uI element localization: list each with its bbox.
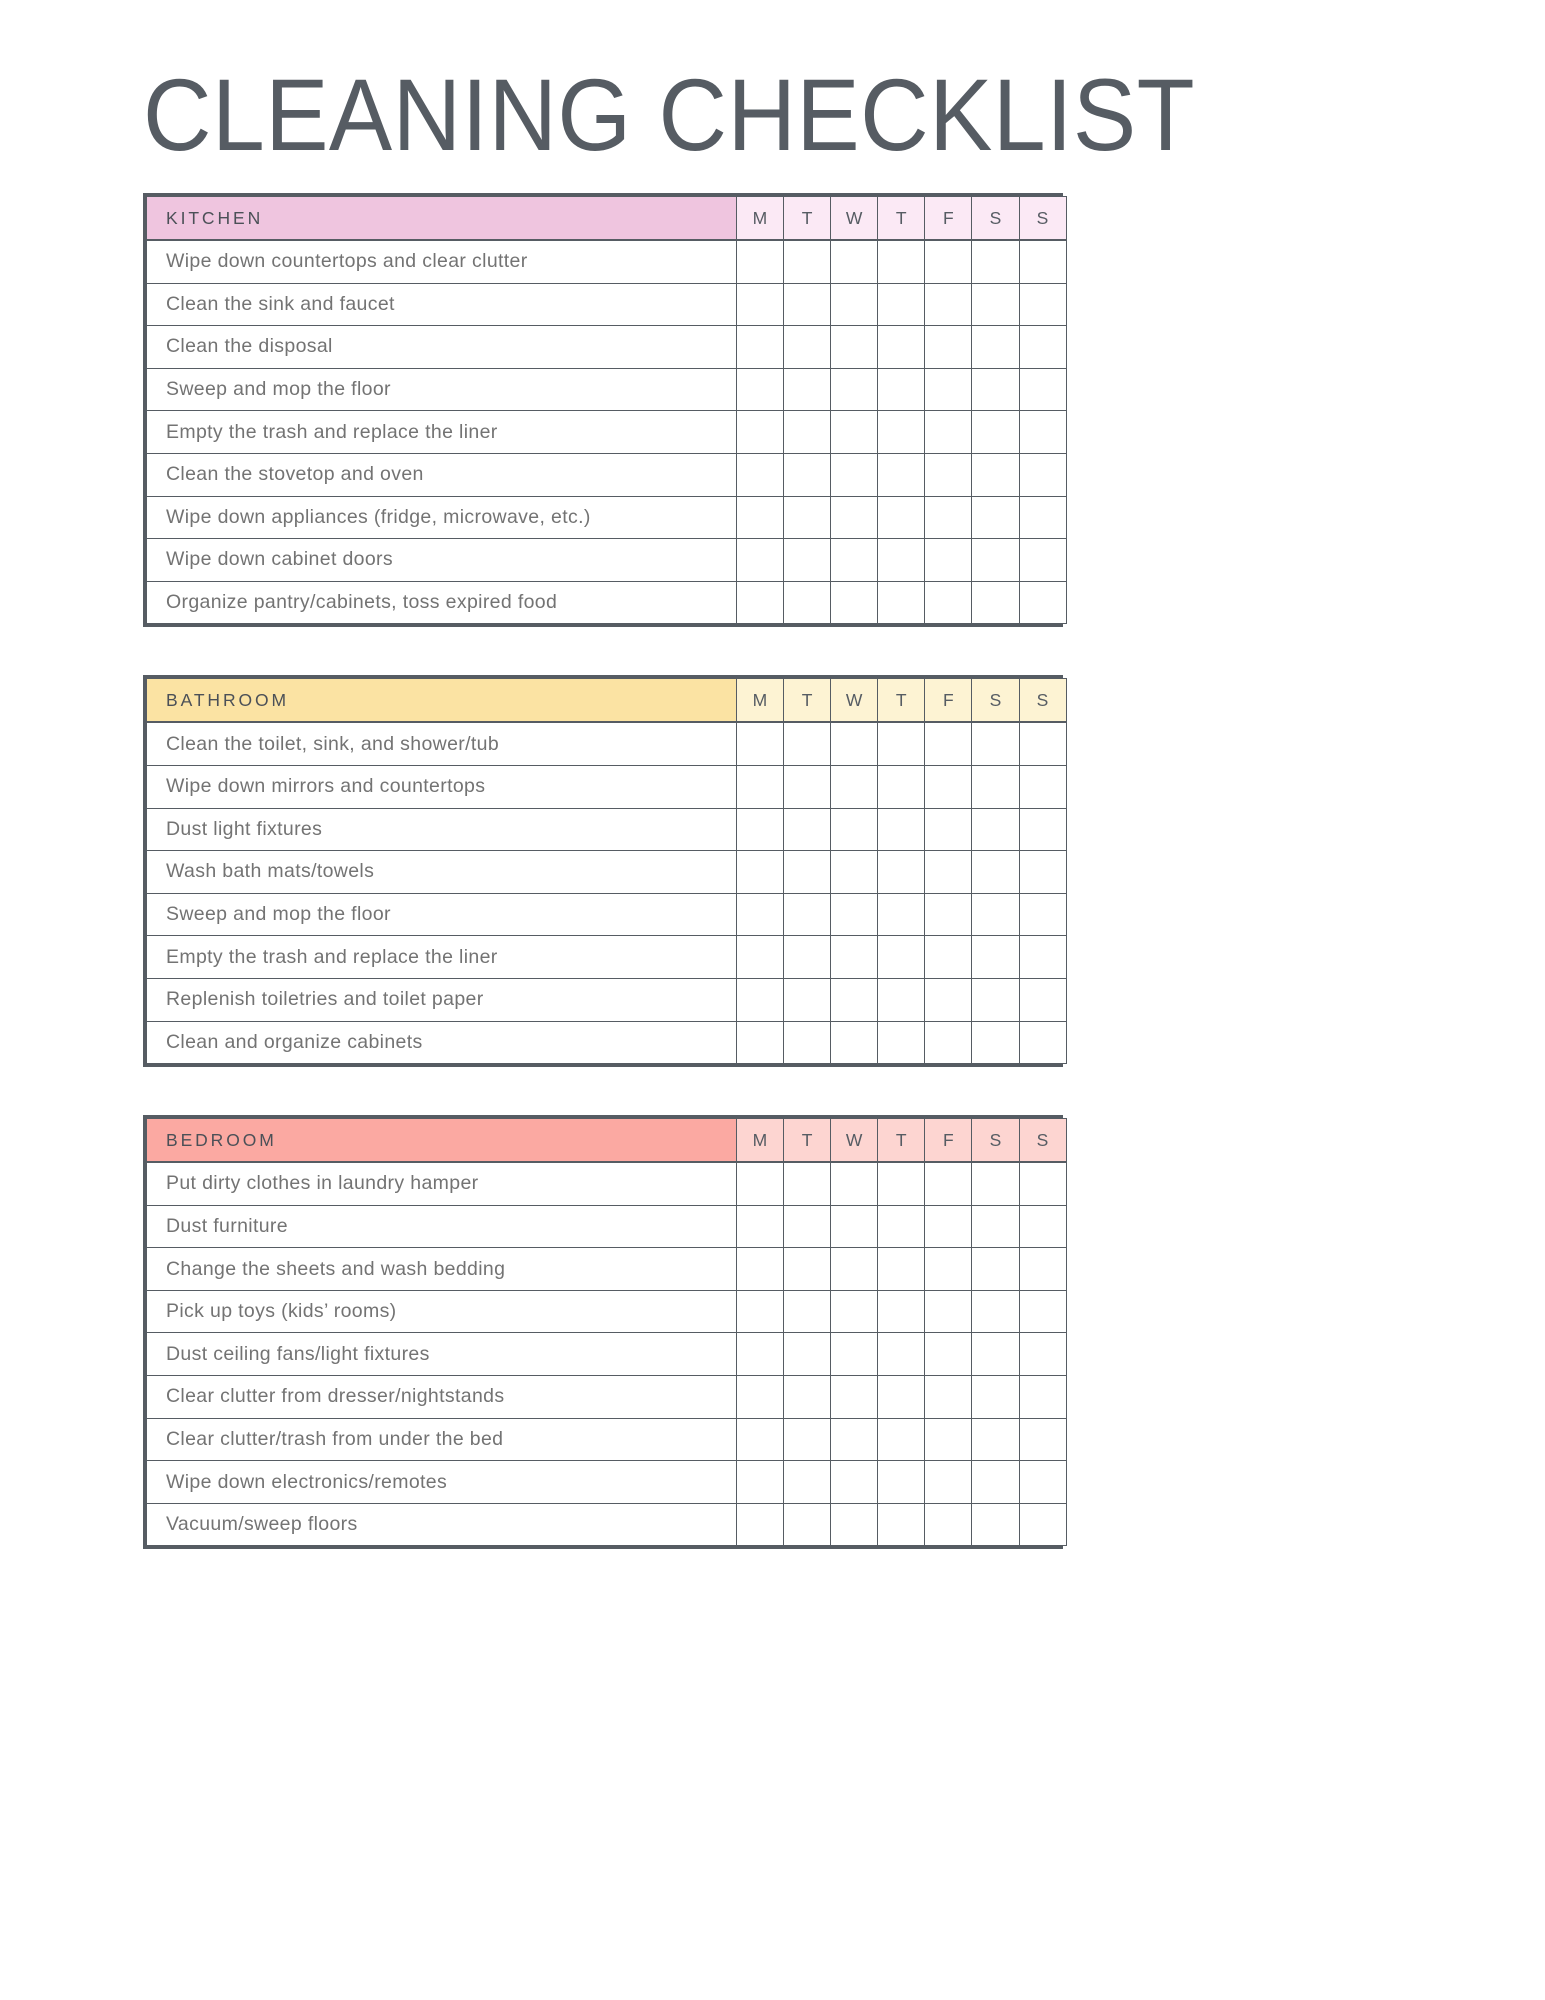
checkbox-cell-2[interactable]	[831, 1162, 878, 1205]
checkbox-cell-3[interactable]	[878, 1205, 925, 1248]
checkbox-cell-1[interactable]	[784, 1333, 831, 1376]
task-row	[147, 368, 1067, 411]
checkbox-cell-3[interactable]	[878, 581, 925, 624]
task-row	[147, 1333, 1067, 1376]
checkbox-cell-6[interactable]	[1019, 1418, 1066, 1461]
day-header-0: M	[737, 1119, 784, 1163]
checkbox-cell-5[interactable]	[972, 496, 1019, 539]
checkbox-cell-0[interactable]	[737, 539, 784, 582]
task-label: Clean the sink and faucet	[147, 283, 737, 326]
checkbox-cell-4[interactable]	[925, 240, 972, 283]
section-header-row	[147, 1119, 1067, 1163]
checkbox-cell-1[interactable]	[784, 936, 831, 979]
task-label: Pick up toys (kids’ rooms)	[147, 1290, 737, 1333]
checkbox-cell-1[interactable]	[784, 722, 831, 765]
task-row	[147, 1290, 1067, 1333]
checkbox-cell-5[interactable]	[972, 1418, 1019, 1461]
day-header-4: F	[925, 679, 972, 723]
task-row	[147, 1376, 1067, 1419]
checkbox-cell-1[interactable]	[784, 539, 831, 582]
checkbox-cell-2[interactable]	[831, 283, 878, 326]
day-header-2: W	[831, 679, 878, 723]
checkbox-cell-0[interactable]	[737, 1418, 784, 1461]
checkbox-cell-1[interactable]	[784, 893, 831, 936]
checkbox-cell-3[interactable]	[878, 539, 925, 582]
checkbox-cell-6[interactable]	[1019, 411, 1066, 454]
checkbox-cell-1[interactable]	[784, 453, 831, 496]
checkbox-cell-4[interactable]	[925, 411, 972, 454]
day-header-3: T	[878, 679, 925, 723]
checkbox-cell-5[interactable]	[972, 851, 1019, 894]
task-row	[147, 581, 1067, 624]
task-label: Clean the stovetop and oven	[147, 453, 737, 496]
task-label: Wipe down mirrors and countertops	[147, 765, 737, 808]
task-label: Replenish toiletries and toilet paper	[147, 978, 737, 1021]
day-header-1: T	[784, 679, 831, 723]
checkbox-cell-3[interactable]	[878, 808, 925, 851]
checkbox-cell-3[interactable]	[878, 1418, 925, 1461]
checkbox-cell-1[interactable]	[784, 1162, 831, 1205]
checkbox-cell-6[interactable]	[1019, 1503, 1066, 1546]
task-row	[147, 1205, 1067, 1248]
day-header-5: S	[972, 1119, 1019, 1163]
checkbox-cell-2[interactable]	[831, 722, 878, 765]
checkbox-cell-4[interactable]	[925, 893, 972, 936]
checkbox-cell-4[interactable]	[925, 283, 972, 326]
checkbox-cell-5[interactable]	[972, 326, 1019, 369]
checkbox-cell-3[interactable]	[878, 936, 925, 979]
checkbox-cell-5[interactable]	[972, 283, 1019, 326]
checkbox-cell-6[interactable]	[1019, 1461, 1066, 1504]
checkbox-cell-1[interactable]	[784, 1290, 831, 1333]
checkbox-cell-0[interactable]	[737, 808, 784, 851]
checkbox-cell-4[interactable]	[925, 1290, 972, 1333]
checkbox-cell-5[interactable]	[972, 936, 1019, 979]
task-label: Sweep and mop the floor	[147, 893, 737, 936]
day-header-3: T	[878, 197, 925, 241]
checkbox-cell-6[interactable]	[1019, 936, 1066, 979]
task-label: Wash bath mats/towels	[147, 851, 737, 894]
checkbox-cell-3[interactable]	[878, 1021, 925, 1064]
checkbox-cell-3[interactable]	[878, 496, 925, 539]
task-row	[147, 1418, 1067, 1461]
checkbox-cell-0[interactable]	[737, 1333, 784, 1376]
checkbox-cell-2[interactable]	[831, 936, 878, 979]
checkbox-cell-0[interactable]	[737, 453, 784, 496]
task-label: Organize pantry/cabinets, toss expired food	[147, 581, 737, 624]
checkbox-cell-3[interactable]	[878, 1503, 925, 1546]
checkbox-cell-4[interactable]	[925, 326, 972, 369]
checkbox-cell-2[interactable]	[831, 1248, 878, 1291]
checkbox-cell-5[interactable]	[972, 978, 1019, 1021]
checkbox-cell-1[interactable]	[784, 411, 831, 454]
checkbox-cell-2[interactable]	[831, 1461, 878, 1504]
checkbox-cell-3[interactable]	[878, 978, 925, 1021]
task-label: Wipe down cabinet doors	[147, 539, 737, 582]
checkbox-cell-0[interactable]	[737, 283, 784, 326]
checkbox-cell-1[interactable]	[784, 851, 831, 894]
checkbox-cell-1[interactable]	[784, 283, 831, 326]
checkbox-cell-6[interactable]	[1019, 851, 1066, 894]
task-row	[147, 978, 1067, 1021]
checkbox-cell-2[interactable]	[831, 411, 878, 454]
checkbox-cell-0[interactable]	[737, 368, 784, 411]
checkbox-cell-6[interactable]	[1019, 1021, 1066, 1064]
task-row	[147, 1248, 1067, 1291]
checkbox-cell-4[interactable]	[925, 851, 972, 894]
checkbox-cell-6[interactable]	[1019, 496, 1066, 539]
task-row	[147, 808, 1067, 851]
checkbox-cell-4[interactable]	[925, 1418, 972, 1461]
checkbox-cell-0[interactable]	[737, 1461, 784, 1504]
checkbox-cell-3[interactable]	[878, 893, 925, 936]
checkbox-cell-6[interactable]	[1019, 765, 1066, 808]
checkbox-cell-3[interactable]	[878, 1248, 925, 1291]
checkbox-cell-5[interactable]	[972, 539, 1019, 582]
checkbox-cell-5[interactable]	[972, 1503, 1019, 1546]
task-label: Change the sheets and wash bedding	[147, 1248, 737, 1291]
checkbox-cell-2[interactable]	[831, 368, 878, 411]
page-title: CLEANING CHECKLIST	[143, 58, 1196, 172]
checkbox-cell-2[interactable]	[831, 453, 878, 496]
day-header-0: M	[737, 679, 784, 723]
checkbox-cell-4[interactable]	[925, 978, 972, 1021]
task-label: Empty the trash and replace the liner	[147, 936, 737, 979]
checkbox-cell-4[interactable]	[925, 581, 972, 624]
day-header-6: S	[1019, 1119, 1066, 1163]
checkbox-cell-3[interactable]	[878, 1162, 925, 1205]
section-bedroom	[143, 1115, 1063, 1549]
checkbox-cell-2[interactable]	[831, 326, 878, 369]
checkbox-cell-5[interactable]	[972, 1290, 1019, 1333]
checkbox-cell-1[interactable]	[784, 978, 831, 1021]
checkbox-cell-4[interactable]	[925, 936, 972, 979]
checkbox-cell-3[interactable]	[878, 1461, 925, 1504]
checkbox-cell-2[interactable]	[831, 581, 878, 624]
checkbox-cell-2[interactable]	[831, 1503, 878, 1546]
checkbox-cell-6[interactable]	[1019, 893, 1066, 936]
checkbox-cell-6[interactable]	[1019, 978, 1066, 1021]
day-header-3: T	[878, 1119, 925, 1163]
checkbox-cell-0[interactable]	[737, 1205, 784, 1248]
day-header-2: W	[831, 1119, 878, 1163]
task-row	[147, 240, 1067, 283]
checkbox-cell-5[interactable]	[972, 1376, 1019, 1419]
checkbox-cell-4[interactable]	[925, 453, 972, 496]
section-title-bathroom: BATHROOM	[147, 679, 737, 723]
checkbox-cell-2[interactable]	[831, 808, 878, 851]
checkbox-cell-4[interactable]	[925, 1205, 972, 1248]
checkbox-cell-4[interactable]	[925, 368, 972, 411]
task-label: Sweep and mop the floor	[147, 368, 737, 411]
day-header-0: M	[737, 197, 784, 241]
task-label: Clean and organize cabinets	[147, 1021, 737, 1064]
checkbox-cell-1[interactable]	[784, 368, 831, 411]
task-row	[147, 893, 1067, 936]
checkbox-cell-3[interactable]	[878, 722, 925, 765]
checkbox-cell-0[interactable]	[737, 1290, 784, 1333]
checkbox-cell-5[interactable]	[972, 1162, 1019, 1205]
checkbox-cell-4[interactable]	[925, 1376, 972, 1419]
checkbox-cell-0[interactable]	[737, 851, 784, 894]
checkbox-cell-5[interactable]	[972, 1205, 1019, 1248]
checkbox-cell-6[interactable]	[1019, 240, 1066, 283]
checkbox-cell-1[interactable]	[784, 1021, 831, 1064]
checkbox-cell-1[interactable]	[784, 1376, 831, 1419]
checklist-sections	[143, 193, 1063, 1549]
day-header-6: S	[1019, 197, 1066, 241]
checkbox-cell-4[interactable]	[925, 1162, 972, 1205]
checkbox-cell-1[interactable]	[784, 808, 831, 851]
checkbox-cell-3[interactable]	[878, 240, 925, 283]
task-label: Dust light fixtures	[147, 808, 737, 851]
section-header-row	[147, 197, 1067, 241]
task-row	[147, 1021, 1067, 1064]
checkbox-cell-2[interactable]	[831, 1021, 878, 1064]
checkbox-cell-5[interactable]	[972, 1248, 1019, 1291]
task-row	[147, 496, 1067, 539]
task-label: Wipe down appliances (fridge, microwave, etc.)	[147, 496, 737, 539]
checkbox-cell-3[interactable]	[878, 411, 925, 454]
checkbox-cell-4[interactable]	[925, 1248, 972, 1291]
checkbox-cell-2[interactable]	[831, 496, 878, 539]
task-row	[147, 326, 1067, 369]
checkbox-cell-5[interactable]	[972, 240, 1019, 283]
checkbox-cell-4[interactable]	[925, 496, 972, 539]
checkbox-cell-1[interactable]	[784, 1418, 831, 1461]
checkbox-cell-0[interactable]	[737, 722, 784, 765]
checkbox-cell-6[interactable]	[1019, 368, 1066, 411]
task-label: Clear clutter from dresser/nightstands	[147, 1376, 737, 1419]
checkbox-cell-2[interactable]	[831, 1290, 878, 1333]
task-label: Clean the disposal	[147, 326, 737, 369]
checkbox-cell-4[interactable]	[925, 1021, 972, 1064]
checkbox-cell-2[interactable]	[831, 893, 878, 936]
checkbox-cell-1[interactable]	[784, 1205, 831, 1248]
task-label: Dust ceiling fans/light fixtures	[147, 1333, 737, 1376]
task-label: Clear clutter/trash from under the bed	[147, 1418, 737, 1461]
checkbox-cell-5[interactable]	[972, 893, 1019, 936]
checkbox-cell-1[interactable]	[784, 765, 831, 808]
task-row	[147, 411, 1067, 454]
checkbox-cell-3[interactable]	[878, 1376, 925, 1419]
task-label: Clean the toilet, sink, and shower/tub	[147, 722, 737, 765]
checkbox-cell-5[interactable]	[972, 1333, 1019, 1376]
checkbox-cell-6[interactable]	[1019, 808, 1066, 851]
checkbox-cell-0[interactable]	[737, 411, 784, 454]
checkbox-cell-3[interactable]	[878, 765, 925, 808]
task-row	[147, 722, 1067, 765]
checkbox-cell-2[interactable]	[831, 1418, 878, 1461]
checkbox-cell-0[interactable]	[737, 936, 784, 979]
checkbox-cell-0[interactable]	[737, 893, 784, 936]
checkbox-cell-2[interactable]	[831, 1205, 878, 1248]
checkbox-cell-3[interactable]	[878, 453, 925, 496]
section-bathroom	[143, 675, 1063, 1067]
day-header-5: S	[972, 679, 1019, 723]
day-header-4: F	[925, 197, 972, 241]
checkbox-cell-6[interactable]	[1019, 1376, 1066, 1419]
section-kitchen	[143, 193, 1063, 627]
checkbox-cell-6[interactable]	[1019, 1333, 1066, 1376]
day-header-5: S	[972, 197, 1019, 241]
day-header-4: F	[925, 1119, 972, 1163]
checkbox-cell-4[interactable]	[925, 1503, 972, 1546]
task-row	[147, 283, 1067, 326]
checkbox-cell-5[interactable]	[972, 722, 1019, 765]
checkbox-cell-3[interactable]	[878, 1333, 925, 1376]
checkbox-cell-2[interactable]	[831, 1376, 878, 1419]
task-row	[147, 765, 1067, 808]
task-label: Wipe down countertops and clear clutter	[147, 240, 737, 283]
checkbox-cell-0[interactable]	[737, 240, 784, 283]
checkbox-cell-4[interactable]	[925, 765, 972, 808]
task-row	[147, 1503, 1067, 1546]
task-label: Vacuum/sweep floors	[147, 1503, 737, 1546]
task-row	[147, 1162, 1067, 1205]
checkbox-cell-6[interactable]	[1019, 1205, 1066, 1248]
checkbox-cell-2[interactable]	[831, 1333, 878, 1376]
checkbox-cell-4[interactable]	[925, 539, 972, 582]
checkbox-cell-4[interactable]	[925, 1333, 972, 1376]
checkbox-cell-1[interactable]	[784, 1248, 831, 1291]
checkbox-cell-2[interactable]	[831, 978, 878, 1021]
checkbox-cell-5[interactable]	[972, 808, 1019, 851]
day-header-2: W	[831, 197, 878, 241]
task-label: Wipe down electronics/remotes	[147, 1461, 737, 1504]
checkbox-cell-4[interactable]	[925, 808, 972, 851]
day-header-6: S	[1019, 679, 1066, 723]
task-row	[147, 1461, 1067, 1504]
checkbox-cell-0[interactable]	[737, 765, 784, 808]
checkbox-cell-5[interactable]	[972, 581, 1019, 624]
checklist-table-bathroom	[146, 678, 1067, 1064]
checkbox-cell-4[interactable]	[925, 1461, 972, 1504]
checkbox-cell-2[interactable]	[831, 240, 878, 283]
checklist-table-kitchen	[146, 196, 1067, 624]
checkbox-cell-1[interactable]	[784, 240, 831, 283]
checkbox-cell-1[interactable]	[784, 581, 831, 624]
checkbox-cell-1[interactable]	[784, 1461, 831, 1504]
section-title-kitchen: KITCHEN	[147, 197, 737, 241]
day-header-1: T	[784, 1119, 831, 1163]
checkbox-cell-0[interactable]	[737, 978, 784, 1021]
checkbox-cell-3[interactable]	[878, 368, 925, 411]
task-label: Empty the trash and replace the liner	[147, 411, 737, 454]
checkbox-cell-6[interactable]	[1019, 581, 1066, 624]
checkbox-cell-6[interactable]	[1019, 1248, 1066, 1291]
checkbox-cell-5[interactable]	[972, 1021, 1019, 1064]
checkbox-cell-0[interactable]	[737, 326, 784, 369]
checkbox-cell-2[interactable]	[831, 851, 878, 894]
section-title-bedroom: BEDROOM	[147, 1119, 737, 1163]
task-row	[147, 936, 1067, 979]
checkbox-cell-4[interactable]	[925, 722, 972, 765]
checkbox-cell-1[interactable]	[784, 496, 831, 539]
checkbox-cell-5[interactable]	[972, 1461, 1019, 1504]
checkbox-cell-1[interactable]	[784, 326, 831, 369]
checkbox-cell-0[interactable]	[737, 496, 784, 539]
checkbox-cell-6[interactable]	[1019, 1162, 1066, 1205]
checkbox-cell-0[interactable]	[737, 1248, 784, 1291]
checkbox-cell-3[interactable]	[878, 1290, 925, 1333]
checkbox-cell-0[interactable]	[737, 1376, 784, 1419]
checkbox-cell-6[interactable]	[1019, 283, 1066, 326]
task-label: Put dirty clothes in laundry hamper	[147, 1162, 737, 1205]
checkbox-cell-0[interactable]	[737, 1503, 784, 1546]
checkbox-cell-0[interactable]	[737, 581, 784, 624]
checkbox-cell-5[interactable]	[972, 765, 1019, 808]
task-label: Dust furniture	[147, 1205, 737, 1248]
checkbox-cell-5[interactable]	[972, 411, 1019, 454]
task-row	[147, 539, 1067, 582]
task-row	[147, 453, 1067, 496]
checkbox-cell-0[interactable]	[737, 1021, 784, 1064]
checkbox-cell-6[interactable]	[1019, 1290, 1066, 1333]
checkbox-cell-3[interactable]	[878, 283, 925, 326]
task-row	[147, 851, 1067, 894]
checkbox-cell-2[interactable]	[831, 765, 878, 808]
checkbox-cell-5[interactable]	[972, 453, 1019, 496]
checkbox-cell-0[interactable]	[737, 1162, 784, 1205]
checkbox-cell-3[interactable]	[878, 851, 925, 894]
checkbox-cell-6[interactable]	[1019, 326, 1066, 369]
checkbox-cell-6[interactable]	[1019, 453, 1066, 496]
checkbox-cell-1[interactable]	[784, 1503, 831, 1546]
checkbox-cell-6[interactable]	[1019, 722, 1066, 765]
day-header-1: T	[784, 197, 831, 241]
checklist-table-bedroom	[146, 1118, 1067, 1546]
checkbox-cell-3[interactable]	[878, 326, 925, 369]
section-header-row	[147, 679, 1067, 723]
checkbox-cell-6[interactable]	[1019, 539, 1066, 582]
checkbox-cell-2[interactable]	[831, 539, 878, 582]
checkbox-cell-5[interactable]	[972, 368, 1019, 411]
